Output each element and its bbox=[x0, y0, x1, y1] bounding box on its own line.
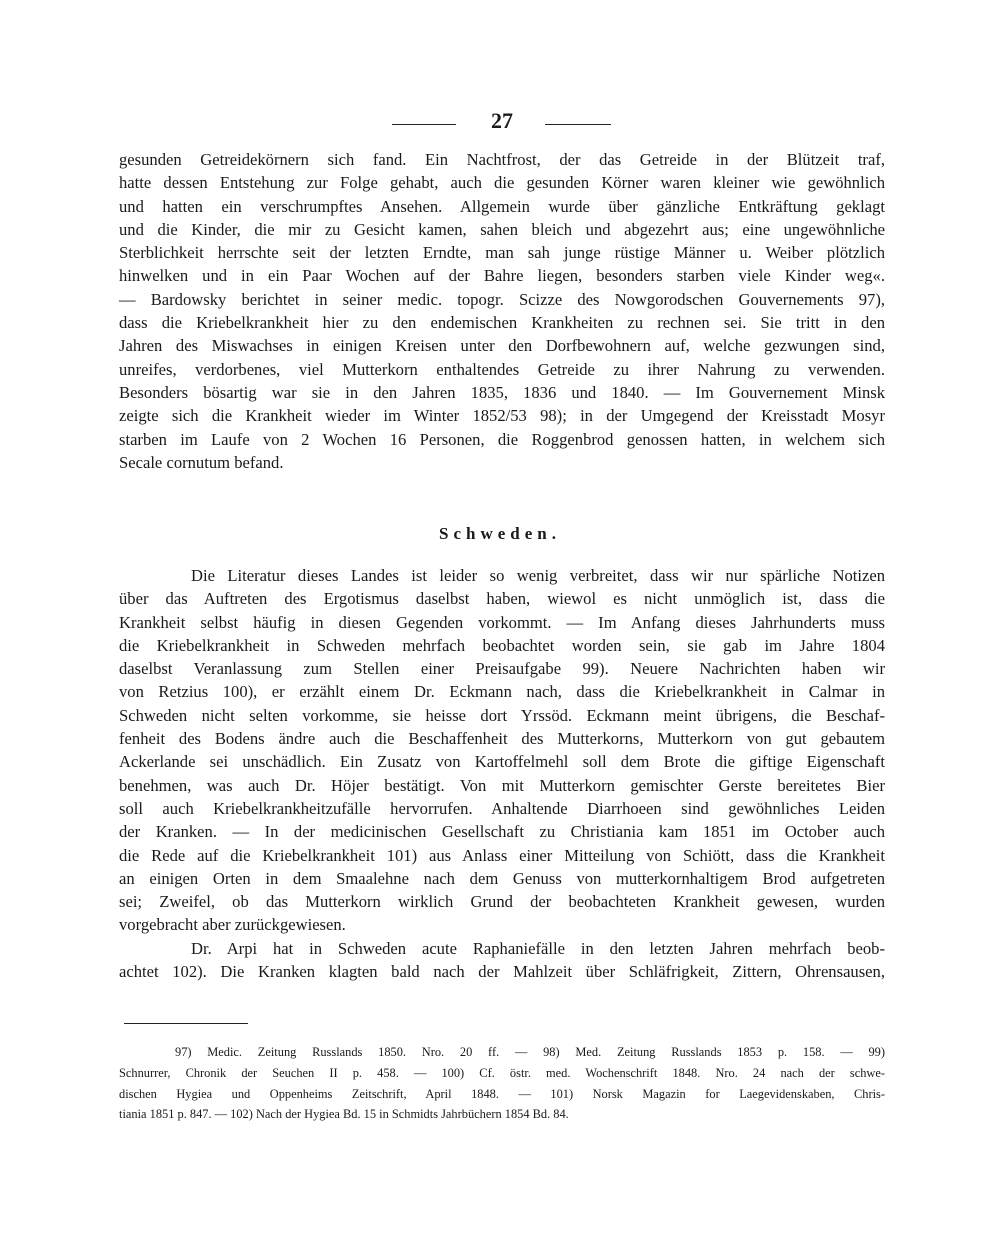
text-line: von Retzius 100), er erzählt einem Dr. Eckmann nach, dass die Kriebelkrankheit in Calmar in bbox=[119, 682, 885, 702]
text-line: Ackerlande sei unschädlich. Ein Zusatz von Kartoffelmehl soll dem Brote die giftige Eigenschaft bbox=[119, 752, 885, 772]
text-line: dass die Kriebelkrankheit hier zu den endemischen Krankheiten zu rechnen sei. Sie tritt in den bbox=[119, 313, 885, 333]
text-line: über das Auftreten des Ergotismus daselbst haben, wiewol es nicht unmöglich ist, dass die bbox=[119, 589, 885, 609]
section-heading: Schweden. bbox=[439, 524, 561, 543]
text-line: unreifes, verdorbenes, viel Mutterkorn enthaltendes Getreide zu ihrer Nahrung zu verwenden. bbox=[119, 359, 885, 379]
text-line: daselbst Veranlassung zum Stellen einer Preisaufgabe 99). Neuere Nachrichten haben wir bbox=[119, 659, 885, 679]
text-line: Besonders bösartig war sie in den Jahren 1835, 1836 und 1840. — Im Gouvernement Minsk bbox=[119, 382, 885, 402]
text-line: soll auch Kriebelkrankheitzufälle hervorrufen. Anhaltende Diarrhoeen sind gewöhnliches Leiden bbox=[119, 798, 885, 818]
footnote-line: dischen Hygiea und Oppenheims Zeitschrift, April 1848. — 101) Norsk Magazin for Laegevidenskaben, Chris- bbox=[119, 1086, 885, 1101]
text-line: und die Kinder, die mir zu Gesicht kamen, sahen bleich und abgezehrt aus; eine ungewöhnliche bbox=[119, 219, 885, 239]
header-rule-right bbox=[545, 124, 611, 125]
footnote-line: 97) Medic. Zeitung Russlands 1850. Nro. 20 ff. — 98) Med. Zeitung Russlands 1853 p. 158. — 99) bbox=[175, 1045, 885, 1059]
paragraph-schweden bbox=[119, 564, 885, 983]
text-line: sei; Zweifel, ob das Mutterkorn wirklich Grund der beobachteten Krankheit gewesen, wurden bbox=[119, 892, 885, 912]
text-line: Sterblichkeit herrschte seit der letzten Erndte, man sah junge rüstige Männer u. Weiber plötzlich bbox=[119, 243, 885, 263]
text-line: Schweden nicht selten vorkomme, sie heisse dort Yrssöd. Eckmann meint übrigens, die Beschaf- bbox=[119, 705, 885, 725]
page-number: 27 bbox=[491, 108, 513, 133]
text-line: die Kriebelkrankheit in Schweden mehrfach beobachtet worden sein, sie gab im Jahre 1804 bbox=[119, 635, 885, 655]
text-line: benehmen, was auch Dr. Höjer bestätigt. Von mit Mutterkorn gemischter Gerste bereitetes Bier bbox=[119, 775, 885, 795]
text-line: zeigte sich die Krankheit wieder im Winter 1852/53 98); in der Umgegend der Kreisstadt Mosyr bbox=[119, 406, 885, 426]
text-line: gesunden Getreidekörnern sich fand. Ein Nachtfrost, der das Getreide in der Blützeit traf, bbox=[119, 150, 885, 169]
page-header bbox=[0, 108, 1000, 138]
footnote-line: tiania 1851 p. 847. — 102) Nach der Hygiea Bd. 15 in Schmidts Jahrbüchern 1854 Bd. 84. bbox=[119, 1107, 569, 1122]
text-line: und hatten ein verschrumpftes Ansehen. Allgemein wurde über gänzliche Entkräftung geklagt bbox=[119, 196, 885, 216]
text-line: hinwelken und in ein Paar Wochen auf der Bahre liegen, besonders starben viele Kinder weg«. bbox=[119, 266, 885, 286]
text-line: hatte dessen Entstehung zur Folge gehabt, auch die gesunden Körner waren kleiner wie gewöhnlich bbox=[119, 173, 885, 193]
text-line: fenheit des Bodens ändre auch die Beschaffenheit des Mutterkorns, Mutterkorn von gut gebautem bbox=[119, 729, 885, 749]
text-line: starben im Laufe von 2 Wochen 16 Personen, die Roggenbrod genossen hatten, in welchem sich bbox=[119, 429, 885, 449]
header-rule-left bbox=[392, 124, 456, 125]
footnote-line: Schnurrer, Chronik der Seuchen II p. 458. — 100) Cf. östr. med. Wochenschrift 1848. Nro. 24 nach der schwe- bbox=[119, 1065, 885, 1080]
text-line: Secale cornutum befand. bbox=[119, 452, 284, 472]
text-line: vorgebracht aber zurückgewiesen. bbox=[119, 915, 346, 935]
text-line: die Rede auf die Kriebelkrankheit 101) aus Anlass einer Mitteilung von Schiött, dass die Krankheit bbox=[119, 845, 885, 865]
text-line: der Kranken. — In der medicinischen Gesellschaft zu Christiania kam 1851 im October auch bbox=[119, 822, 885, 842]
text-line: Jahren des Miswachses in einigen Kreisen unter den Dorfbewohnern auf, welche gezwungen sind, bbox=[119, 336, 885, 356]
text-line: Krankheit selbst häufig in diesen Gegenden vorkommt. — Im Anfang dieses Jahrhunderts muss bbox=[119, 612, 885, 632]
text-line: — Bardowsky berichtet in seiner medic. topogr. Scizze des Nowgorodschen Gouvernements 97), bbox=[119, 289, 885, 309]
text-line: an einigen Orten in dem Smaalehne nach dem Genuss von mutterkornhaltigem Brod aufgetreten bbox=[119, 868, 885, 888]
paragraph-russia-continued bbox=[119, 148, 885, 474]
text-line: achtet 102). Die Kranken klagten bald nach der Mahlzeit über Schläfrigkeit, Zittern, Ohrensausen, bbox=[119, 962, 885, 982]
footnotes bbox=[119, 1042, 885, 1125]
footnote-divider bbox=[124, 1023, 248, 1024]
text-line: Die Literatur dieses Landes ist leider so wenig verbreitet, dass wir nur spärliche Notizen bbox=[191, 566, 885, 585]
text-line: Dr. Arpi hat in Schweden acute Raphaniefälle in den letzten Jahren mehrfach beob- bbox=[191, 938, 885, 958]
